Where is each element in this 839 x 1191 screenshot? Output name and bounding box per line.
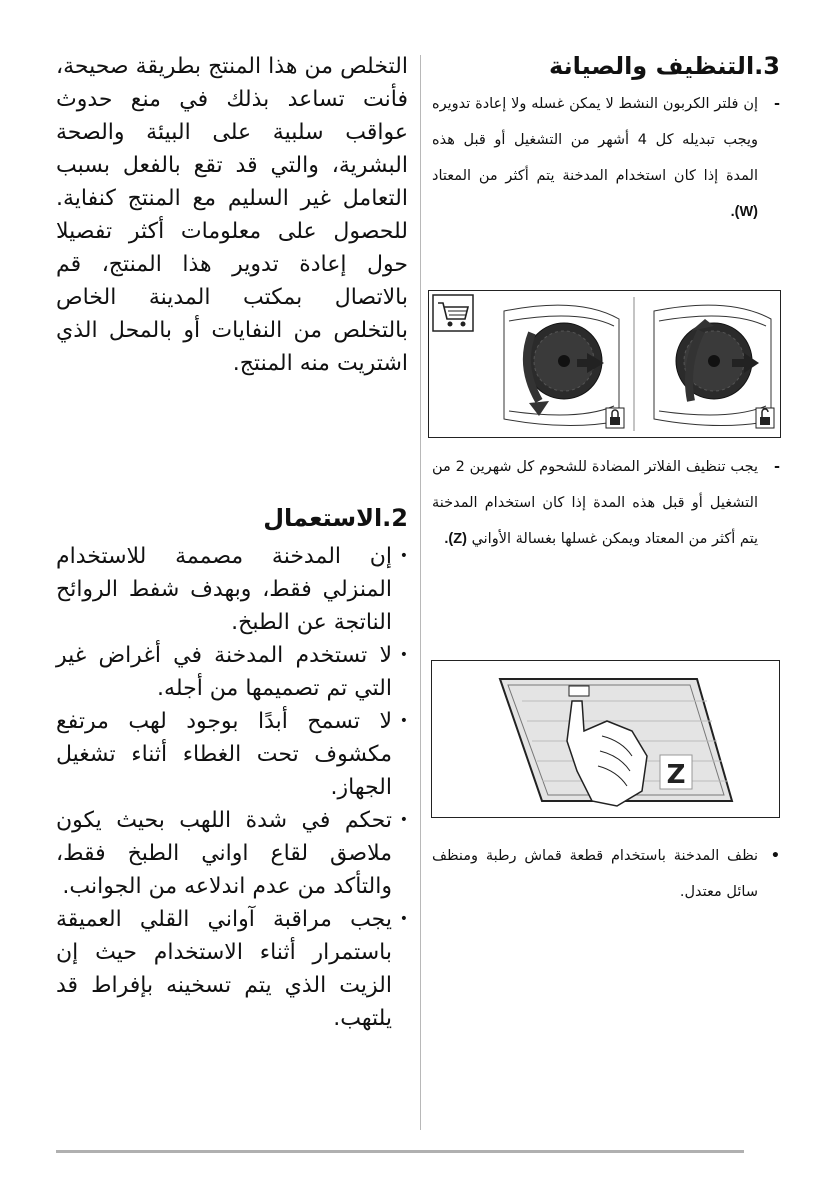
usage-item xyxy=(56,639,408,705)
grease-filter-item xyxy=(432,449,780,557)
column-divider xyxy=(420,55,421,1130)
usage-item-text: إن المدخنة مصممة للاستخدام المنزلي فقط، وبهدف شفط الروائح الناتجة عن الطبخ. xyxy=(56,544,392,635)
section-3-title-text: التنظيف والصيانة xyxy=(549,52,755,80)
grease-filter-drawing xyxy=(432,661,779,817)
section-3-number: 3. xyxy=(754,52,780,80)
carbon-filter-illustration xyxy=(428,290,781,438)
left-column xyxy=(56,50,408,380)
usage-item-text: تحكم في شدة اللهب بحيث يكون ملاصق لقاع اواني الطبخ فقط، والتأكد من عدم اندلاعه من الجوانب. xyxy=(56,808,392,899)
carbon-filter-drawing xyxy=(429,291,780,437)
carbon-filter-text: إن فلتر الكربون النشط لا يمكن غسله ولا إعادة تدويره ويجب تبديله كل 4 أشهر من التشغيل أو قبل هذه المدة إذا كان استخدام المدخنة يتم أكثر من المعتاد xyxy=(432,96,758,184)
grease-filter-text: يجب تنظيف الفلاتر المضادة للشحوم كل شهرين 2 من التشغيل أو قبل هذه المدة إذا كان استخدام المدخنة يتم أكثر من المعتاد ويمكن غسلها بغسالة الأواني xyxy=(432,459,758,547)
shopping-cart-icon xyxy=(433,295,473,331)
usage-item-text: يجب مراقبة آواني القلي العميقة باستمرار أثناء الاستخدام حيث إن الزيت الذي يتم تسخينه بإفراط قد يلتهب. xyxy=(56,907,392,1031)
usage-item xyxy=(56,540,408,639)
usage-item xyxy=(56,705,408,804)
dash-marker: - xyxy=(773,96,780,112)
usage-item xyxy=(56,903,408,1035)
carbon-filter-item xyxy=(432,86,780,230)
usage-section xyxy=(56,502,408,1035)
section-2-title xyxy=(56,502,408,534)
dash-marker: - xyxy=(773,459,780,475)
bullet-marker: • xyxy=(399,548,408,564)
bullet-marker: • xyxy=(770,848,780,864)
right-column xyxy=(432,50,780,230)
cleaning-text: نظف المدخنة باستخدام قطعة قماش رطبة ومنظف سائل معتدل. xyxy=(432,848,758,900)
bullet-marker: • xyxy=(399,713,408,729)
figure-label-z: Z xyxy=(666,760,686,790)
footer-rule xyxy=(56,1150,744,1153)
bullet-marker: • xyxy=(399,812,408,828)
section-2-title-text: الاستعمال xyxy=(263,504,383,532)
section-3-title xyxy=(432,50,780,82)
disposal-paragraph: التخلص من هذا المنتج بطريقة صحيحة، فأنت تساعد بذلك في منع حدوث عواقب سلبية على البيئة والصحة البشرية، والتي قد تقع بالفعل بسبب التعامل غير السليم مع المنتج كنفاية. للحصول على معلومات أكثر تفصيلا حول إعادة تدوير هذا المنتج، قم بالاتصال بمكتب المدينة الخاص بالتخلص من النفايات أو بالمحل الذي اشتريت منه المنتج. xyxy=(56,54,408,376)
cleaning-block xyxy=(432,838,780,910)
usage-item xyxy=(56,804,408,903)
grease-filter-ref: (Z). xyxy=(444,531,467,547)
cleaning-item xyxy=(432,838,780,910)
usage-item-text: لا تستخدم المدخنة في أغراض غير التي تم تصميمها من أجله. xyxy=(56,643,392,701)
grease-filter-illustration xyxy=(431,660,780,818)
grease-filter-block xyxy=(432,449,780,557)
section-2-number: 2. xyxy=(382,504,408,532)
bullet-marker: • xyxy=(399,647,408,663)
usage-item-text: لا تسمح أبدًا بوجود لهب مرتفع مكشوف تحت الغطاء أثناء تشغيل الجهاز. xyxy=(56,709,392,800)
carbon-filter-ref: (W). xyxy=(730,204,758,220)
bullet-marker: • xyxy=(399,911,408,927)
